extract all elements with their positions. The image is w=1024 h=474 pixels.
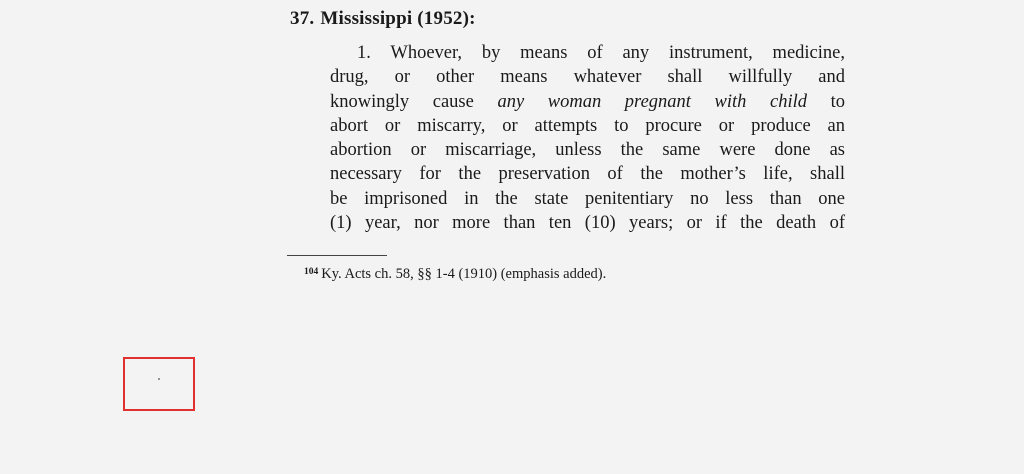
statute-line-3-end: to [807,91,845,112]
statute-line-3 [330,90,845,114]
statute-line-4: abort or miscarry, or attempts to procure or produce an [330,115,845,136]
selection-box[interactable] [123,357,195,411]
footnote-text: Ky. Acts ch. 58, §§ 1-4 (1910) (emphasis added). [321,266,607,282]
section-number: 37. [290,8,315,29]
emphasized-phrase: any woman pregnant with child [497,91,807,112]
section-heading [290,8,476,30]
statute-text [330,41,845,235]
statute-line-8: (1) year, nor more than ten (10) years; or if the death of [330,213,845,234]
statute-line-3-start: knowingly cause [330,91,498,112]
section-title: Mississippi (1952): [320,8,476,29]
statute-line-1: 1. Whoever, by means of any instrument, medicine, [357,43,845,63]
footnote [304,266,606,283]
footnote-number: 104 [304,267,319,277]
footnote-divider [287,255,387,256]
statute-line-5: abortion or miscarriage, unless the same were done as [330,140,845,161]
statute-line-6: necessary for the preservation of the mother’s life, shall [330,164,845,185]
scan-speck [158,378,160,380]
statute-line-2: drug, or other means whatever shall willfully and [330,67,845,88]
statute-line-7: be imprisoned in the state penitentiary no less than one [330,188,845,209]
